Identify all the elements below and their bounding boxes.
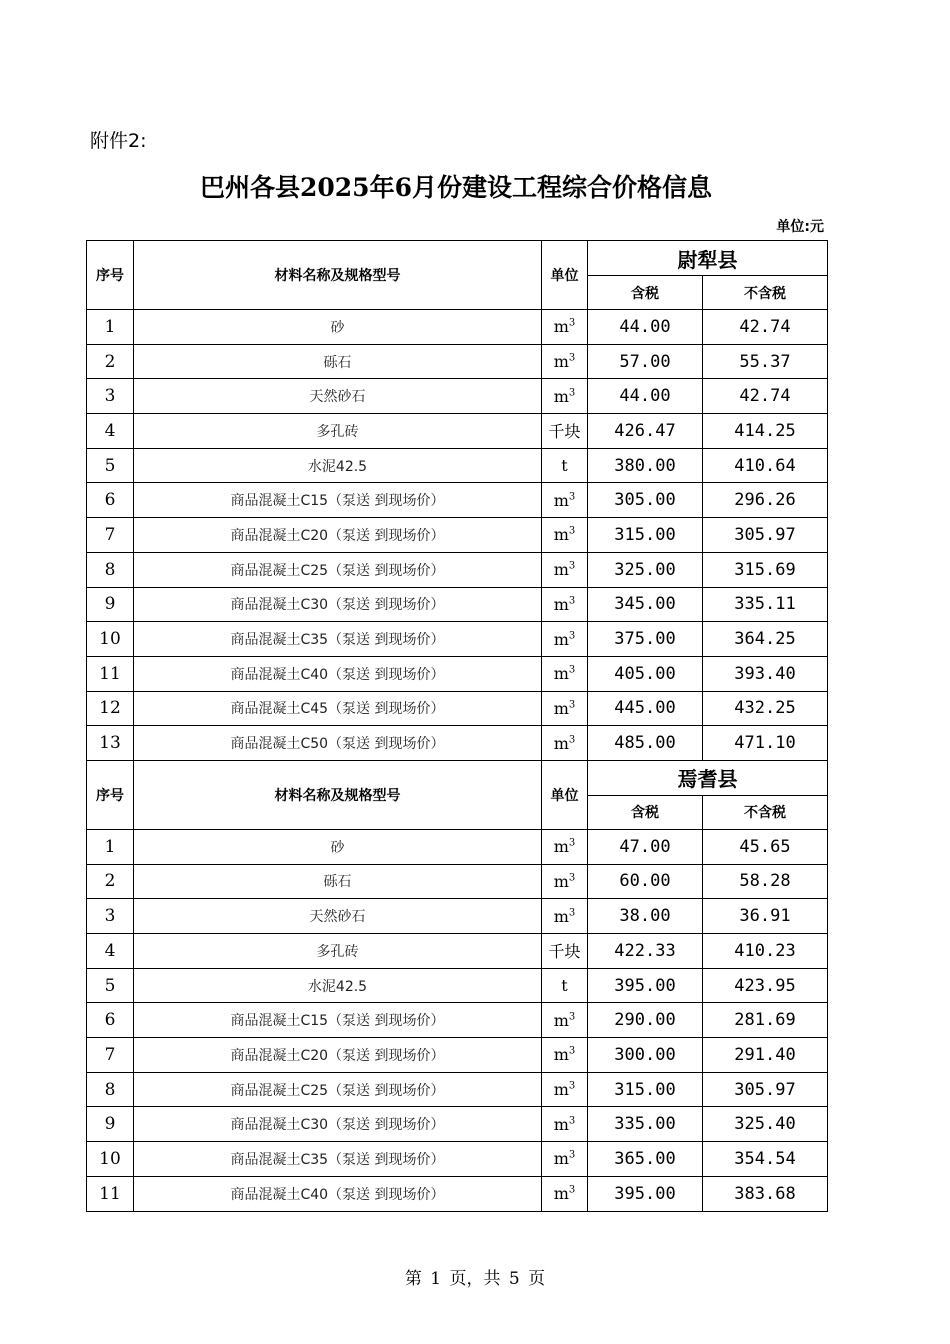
row-no: 9 <box>87 1107 134 1142</box>
table-row <box>87 518 828 553</box>
table-row <box>87 622 828 657</box>
page-footer: 第 1 页，共 5 页 <box>404 1269 546 1289</box>
header-row <box>87 760 828 795</box>
row-price-tax-incl: 405.00 <box>588 656 703 691</box>
table-row <box>87 829 828 864</box>
row-price-tax-incl: 375.00 <box>588 622 703 657</box>
table-row <box>87 1176 828 1211</box>
unit-text: 千块 <box>548 942 581 962</box>
unit-text: m <box>553 1184 569 1204</box>
row-unit <box>542 622 588 657</box>
header-tax-incl: 含税 <box>588 276 703 310</box>
table-row <box>87 1072 828 1107</box>
row-price-tax-incl: 315.00 <box>588 518 703 553</box>
row-unit <box>542 1142 588 1177</box>
row-unit <box>542 656 588 691</box>
unit-text: m <box>553 317 569 337</box>
row-material-name: 多孔砖 <box>134 934 542 969</box>
unit-text: m <box>553 560 569 580</box>
unit-text: t <box>561 456 568 476</box>
table-row <box>87 1038 828 1073</box>
row-price-tax-incl: 44.00 <box>588 379 703 414</box>
header-no: 序号 <box>87 241 134 310</box>
row-no: 12 <box>87 691 134 726</box>
unit-superscript: 3 <box>568 1080 576 1092</box>
table-row <box>87 656 828 691</box>
row-price-tax-excl: 410.23 <box>703 934 828 969</box>
row-price-tax-incl: 395.00 <box>588 968 703 1003</box>
row-price-tax-incl: 485.00 <box>588 726 703 761</box>
row-no: 2 <box>87 344 134 379</box>
row-price-tax-excl: 36.91 <box>703 899 828 934</box>
table-row <box>87 968 828 1003</box>
row-unit <box>542 899 588 934</box>
county-name: 尉犁县 <box>588 241 828 276</box>
table-row <box>87 864 828 899</box>
price-table-body <box>87 241 828 1212</box>
attachment-label: 附件2: <box>90 130 147 152</box>
table-row <box>87 1142 828 1177</box>
row-unit <box>542 1072 588 1107</box>
row-material-name: 商品混凝土C35（泵送 到现场价） <box>134 622 542 657</box>
row-price-tax-incl: 44.00 <box>588 310 703 345</box>
header-row <box>87 241 828 276</box>
unit-text: m <box>553 698 569 718</box>
row-unit <box>542 448 588 483</box>
row-material-name: 商品混凝土C45（泵送 到现场价） <box>134 691 542 726</box>
row-unit <box>542 864 588 899</box>
row-price-tax-incl: 395.00 <box>588 1176 703 1211</box>
table-row <box>87 414 828 449</box>
unit-superscript: 3 <box>568 734 576 746</box>
unit-superscript: 3 <box>568 907 576 919</box>
row-unit <box>542 1038 588 1073</box>
row-no: 7 <box>87 1038 134 1073</box>
unit-text: m <box>553 629 569 649</box>
row-unit <box>542 691 588 726</box>
row-price-tax-excl: 383.68 <box>703 1176 828 1211</box>
unit-text: m <box>553 594 569 614</box>
unit-text: m <box>553 1080 569 1100</box>
unit-text: m <box>553 906 569 926</box>
row-material-name: 商品混凝土C50（泵送 到现场价） <box>134 726 542 761</box>
row-unit <box>542 1003 588 1038</box>
row-material-name: 商品混凝土C25（泵送 到现场价） <box>134 1072 542 1107</box>
row-price-tax-excl: 58.28 <box>703 864 828 899</box>
unit-superscript: 3 <box>568 664 576 676</box>
row-price-tax-excl: 432.25 <box>703 691 828 726</box>
row-no: 2 <box>87 864 134 899</box>
table-row <box>87 344 828 379</box>
row-material-name: 多孔砖 <box>134 414 542 449</box>
row-no: 10 <box>87 1142 134 1177</box>
row-no: 11 <box>87 656 134 691</box>
table-row <box>87 448 828 483</box>
row-no: 5 <box>87 968 134 1003</box>
row-no: 3 <box>87 379 134 414</box>
row-unit <box>542 587 588 622</box>
row-price-tax-excl: 45.65 <box>703 829 828 864</box>
table-row <box>87 726 828 761</box>
row-no: 5 <box>87 448 134 483</box>
row-price-tax-excl: 335.11 <box>703 587 828 622</box>
row-price-tax-excl: 393.40 <box>703 656 828 691</box>
row-price-tax-excl: 291.40 <box>703 1038 828 1073</box>
unit-superscript: 3 <box>568 699 576 711</box>
unit-text: m <box>553 352 569 372</box>
unit-superscript: 3 <box>568 352 576 364</box>
header-unit: 单位 <box>542 760 588 829</box>
row-no: 10 <box>87 622 134 657</box>
unit-text: m <box>553 490 569 510</box>
row-price-tax-excl: 325.40 <box>703 1107 828 1142</box>
row-unit <box>542 483 588 518</box>
row-no: 6 <box>87 1003 134 1038</box>
unit-text: m <box>553 733 569 753</box>
row-price-tax-incl: 426.47 <box>588 414 703 449</box>
row-material-name: 商品混凝土C40（泵送 到现场价） <box>134 1176 542 1211</box>
row-price-tax-incl: 57.00 <box>588 344 703 379</box>
unit-superscript: 3 <box>568 526 576 538</box>
row-unit <box>542 344 588 379</box>
row-no: 8 <box>87 1072 134 1107</box>
row-material-name: 商品混凝土C30（泵送 到现场价） <box>134 1107 542 1142</box>
row-price-tax-excl: 354.54 <box>703 1142 828 1177</box>
row-price-tax-excl: 296.26 <box>703 483 828 518</box>
row-price-tax-excl: 315.69 <box>703 552 828 587</box>
row-unit <box>542 414 588 449</box>
row-material-name: 天然砂石 <box>134 379 542 414</box>
row-unit <box>542 829 588 864</box>
table-row <box>87 934 828 969</box>
row-material-name: 商品混凝土C25（泵送 到现场价） <box>134 552 542 587</box>
row-material-name: 砾石 <box>134 864 542 899</box>
table-row <box>87 899 828 934</box>
row-material-name: 水泥42.5 <box>134 448 542 483</box>
row-unit <box>542 1107 588 1142</box>
row-no: 6 <box>87 483 134 518</box>
unit-superscript: 3 <box>568 837 576 849</box>
row-no: 1 <box>87 310 134 345</box>
unit-superscript: 3 <box>568 1184 576 1196</box>
page-title: 巴州各县2025年6月份建设工程综合价格信息 <box>200 173 712 202</box>
row-unit <box>542 968 588 1003</box>
row-no: 1 <box>87 829 134 864</box>
header-tax-incl: 含税 <box>588 795 703 829</box>
row-material-name: 砂 <box>134 829 542 864</box>
header-no: 序号 <box>87 760 134 829</box>
row-material-name: 水泥42.5 <box>134 968 542 1003</box>
row-no: 11 <box>87 1176 134 1211</box>
row-unit <box>542 518 588 553</box>
row-no: 4 <box>87 934 134 969</box>
row-price-tax-incl: 47.00 <box>588 829 703 864</box>
row-material-name: 商品混凝土C20（泵送 到现场价） <box>134 518 542 553</box>
row-price-tax-incl: 325.00 <box>588 552 703 587</box>
row-price-tax-excl: 305.97 <box>703 518 828 553</box>
unit-superscript: 3 <box>568 630 576 642</box>
row-price-tax-incl: 305.00 <box>588 483 703 518</box>
county-name: 焉耆县 <box>588 760 828 795</box>
unit-text: m <box>553 837 569 857</box>
table-row <box>87 310 828 345</box>
unit-superscript: 3 <box>568 595 576 607</box>
row-no: 7 <box>87 518 134 553</box>
row-unit <box>542 552 588 587</box>
row-unit <box>542 1176 588 1211</box>
header-unit: 单位 <box>542 241 588 310</box>
row-unit <box>542 310 588 345</box>
row-price-tax-excl: 55.37 <box>703 344 828 379</box>
row-price-tax-excl: 364.25 <box>703 622 828 657</box>
unit-superscript: 3 <box>568 491 576 503</box>
unit-text: m <box>553 1149 569 1169</box>
unit-superscript: 3 <box>568 872 576 884</box>
row-price-tax-excl: 42.74 <box>703 379 828 414</box>
row-no: 9 <box>87 587 134 622</box>
unit-superscript: 3 <box>568 1011 576 1023</box>
row-price-tax-incl: 335.00 <box>588 1107 703 1142</box>
unit-superscript: 3 <box>568 318 576 330</box>
row-price-tax-incl: 38.00 <box>588 899 703 934</box>
row-price-tax-incl: 300.00 <box>588 1038 703 1073</box>
row-material-name: 商品混凝土C20（泵送 到现场价） <box>134 1038 542 1073</box>
row-material-name: 天然砂石 <box>134 899 542 934</box>
table-row <box>87 691 828 726</box>
unit-note: 单位:元 <box>776 219 824 235</box>
unit-text: 千块 <box>548 422 581 442</box>
row-no: 4 <box>87 414 134 449</box>
header-tax-excl: 不含税 <box>703 795 828 829</box>
table-row <box>87 1107 828 1142</box>
header-tax-excl: 不含税 <box>703 276 828 310</box>
unit-text: m <box>553 1114 569 1134</box>
table-row <box>87 483 828 518</box>
row-material-name: 商品混凝土C35（泵送 到现场价） <box>134 1142 542 1177</box>
row-price-tax-incl: 60.00 <box>588 864 703 899</box>
unit-superscript: 3 <box>568 387 576 399</box>
unit-text: m <box>553 664 569 684</box>
table-row <box>87 552 828 587</box>
unit-text: m <box>553 525 569 545</box>
row-price-tax-excl: 423.95 <box>703 968 828 1003</box>
unit-text: m <box>553 386 569 406</box>
price-table <box>86 240 828 1212</box>
row-unit <box>542 726 588 761</box>
row-price-tax-excl: 471.10 <box>703 726 828 761</box>
unit-text: m <box>553 871 569 891</box>
unit-superscript: 3 <box>568 560 576 572</box>
row-material-name: 商品混凝土C40（泵送 到现场价） <box>134 656 542 691</box>
unit-superscript: 3 <box>568 1150 576 1162</box>
unit-superscript: 3 <box>568 1115 576 1127</box>
row-price-tax-incl: 445.00 <box>588 691 703 726</box>
row-no: 8 <box>87 552 134 587</box>
table-row <box>87 587 828 622</box>
row-unit <box>542 379 588 414</box>
row-price-tax-incl: 345.00 <box>588 587 703 622</box>
row-price-tax-incl: 290.00 <box>588 1003 703 1038</box>
row-material-name: 商品混凝土C30（泵送 到现场价） <box>134 587 542 622</box>
unit-text: t <box>561 976 568 996</box>
row-material-name: 商品混凝土C15（泵送 到现场价） <box>134 483 542 518</box>
header-name: 材料名称及规格型号 <box>134 760 542 829</box>
row-price-tax-incl: 422.33 <box>588 934 703 969</box>
row-material-name: 砾石 <box>134 344 542 379</box>
table-row <box>87 1003 828 1038</box>
unit-text: m <box>553 1045 569 1065</box>
row-price-tax-excl: 42.74 <box>703 310 828 345</box>
row-no: 13 <box>87 726 134 761</box>
row-price-tax-incl: 365.00 <box>588 1142 703 1177</box>
row-price-tax-incl: 380.00 <box>588 448 703 483</box>
row-price-tax-excl: 410.64 <box>703 448 828 483</box>
header-name: 材料名称及规格型号 <box>134 241 542 310</box>
row-price-tax-excl: 281.69 <box>703 1003 828 1038</box>
row-price-tax-excl: 414.25 <box>703 414 828 449</box>
row-unit <box>542 934 588 969</box>
row-material-name: 砂 <box>134 310 542 345</box>
row-no: 3 <box>87 899 134 934</box>
row-material-name: 商品混凝土C15（泵送 到现场价） <box>134 1003 542 1038</box>
row-price-tax-excl: 305.97 <box>703 1072 828 1107</box>
unit-superscript: 3 <box>568 1046 576 1058</box>
unit-text: m <box>553 1010 569 1030</box>
table-row <box>87 379 828 414</box>
row-price-tax-incl: 315.00 <box>588 1072 703 1107</box>
